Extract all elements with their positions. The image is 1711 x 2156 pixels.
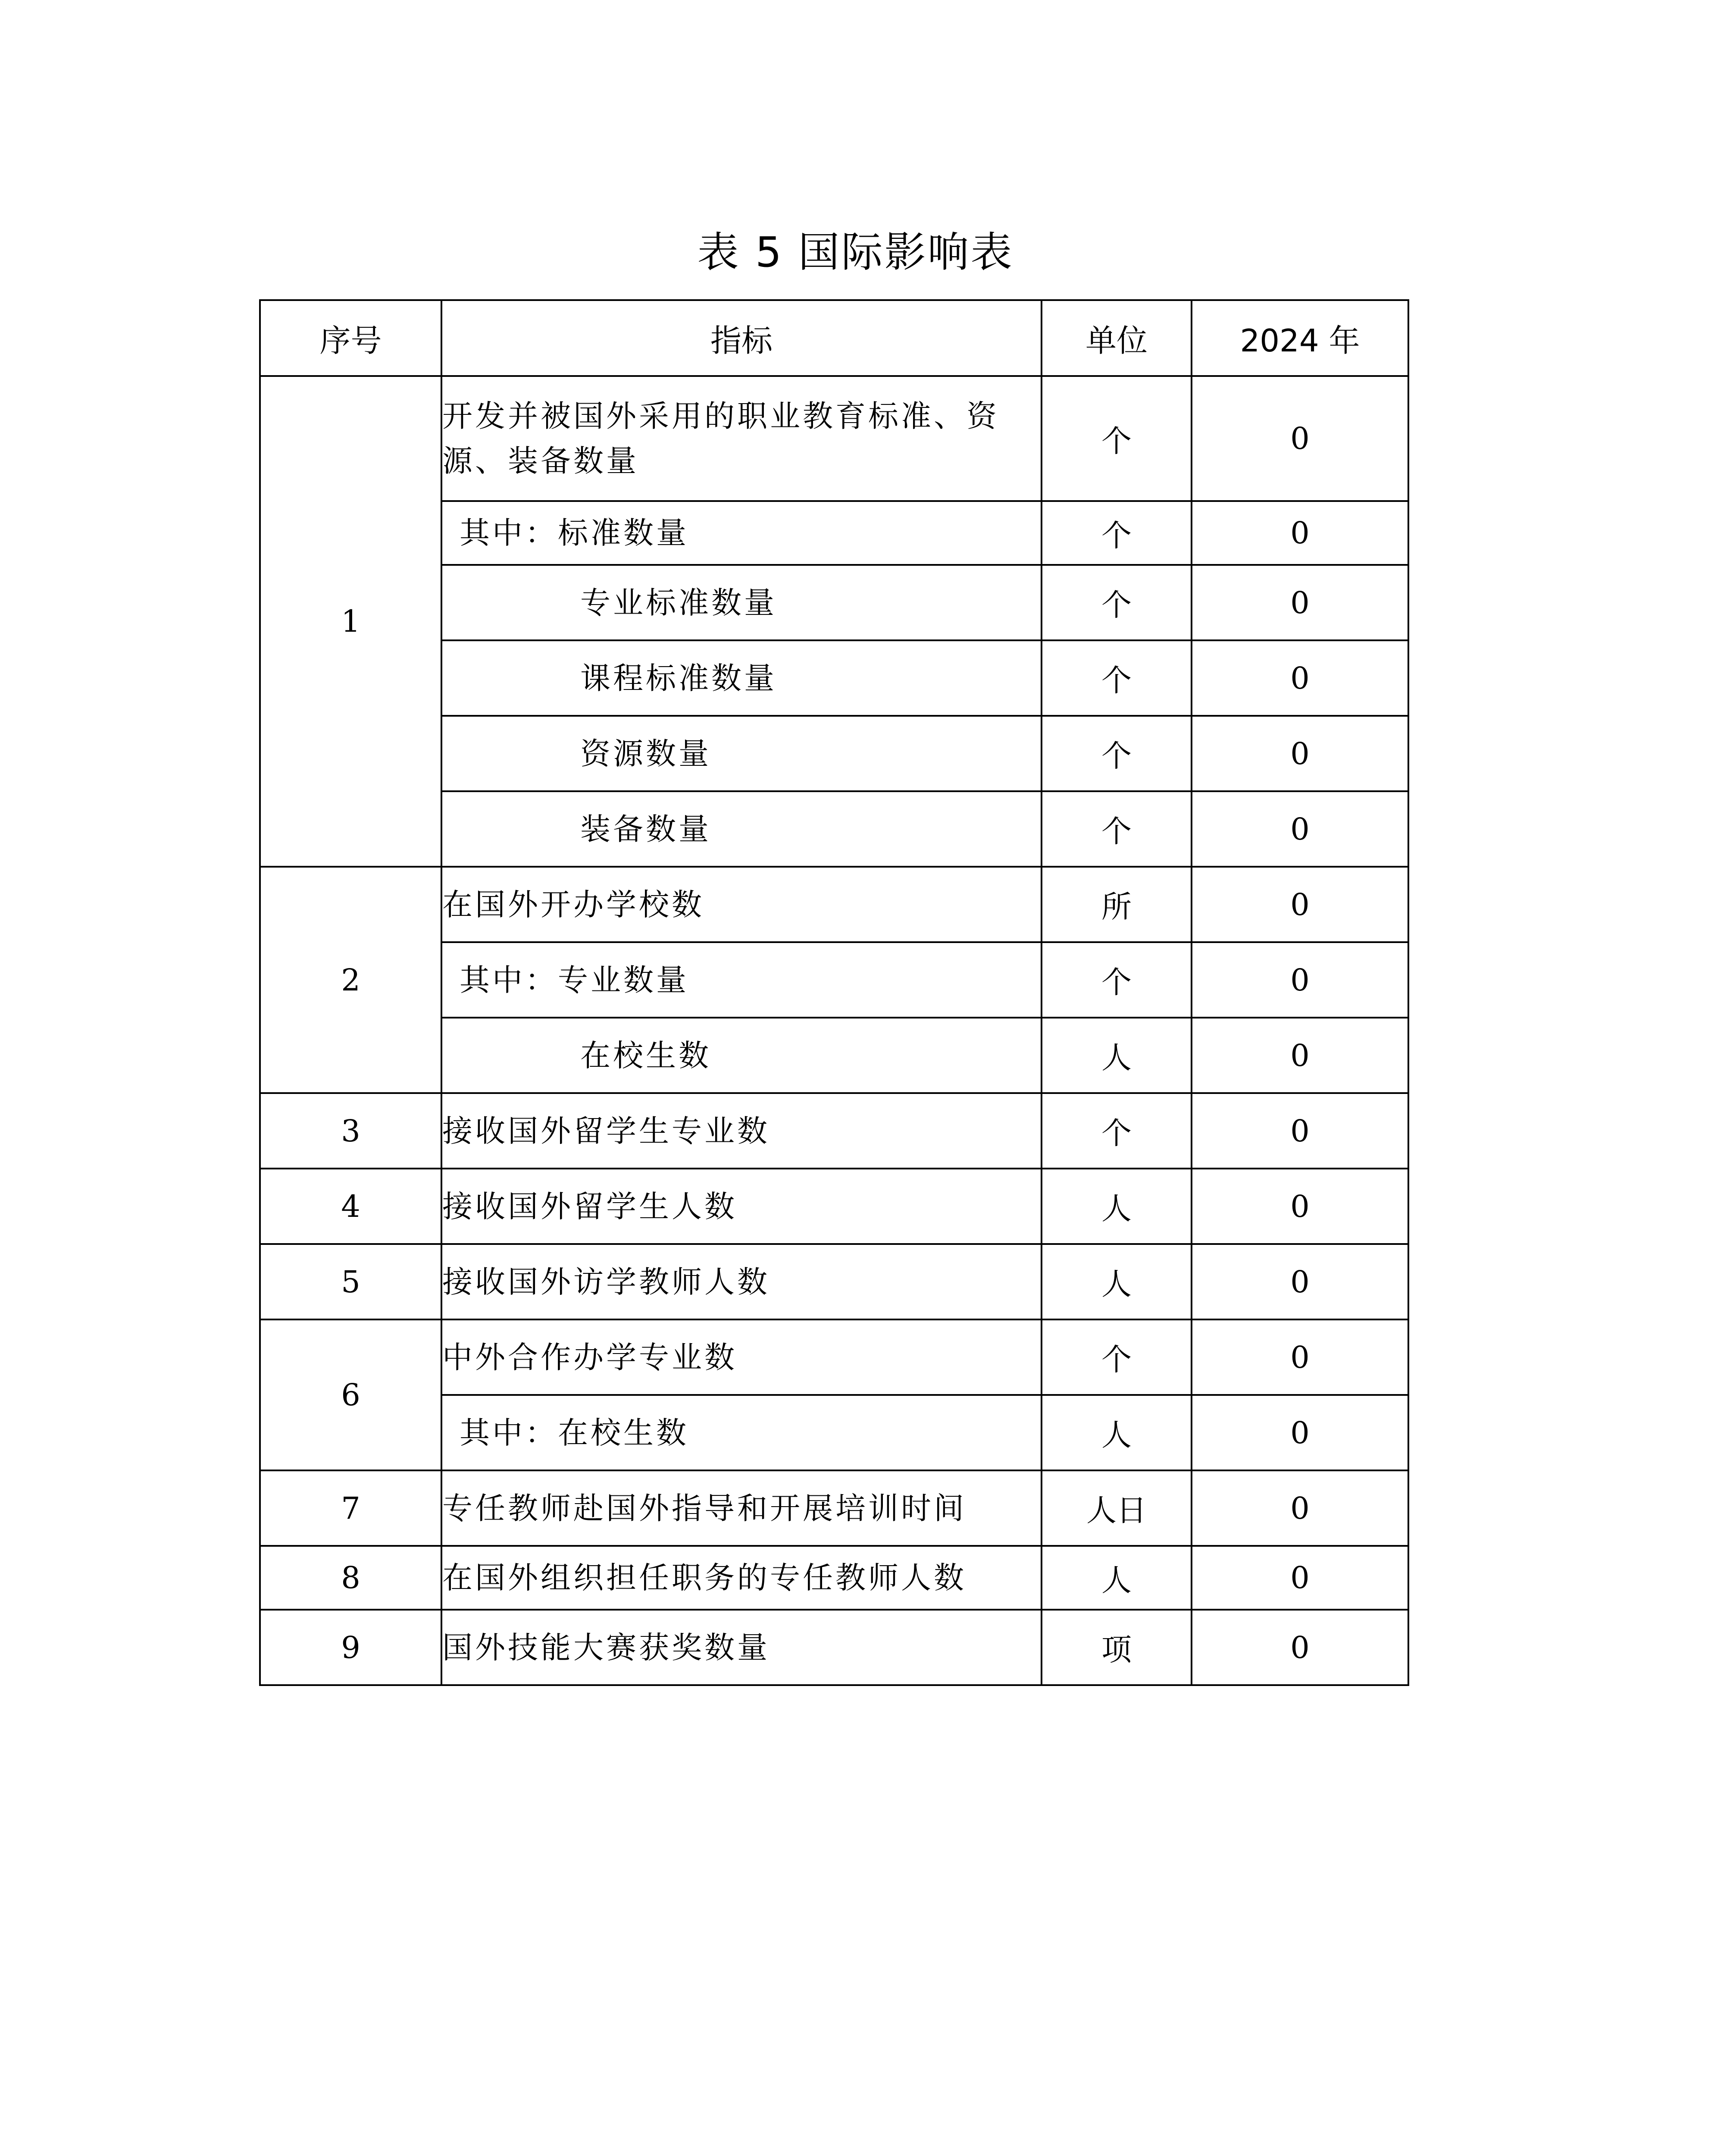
value-cell: 0 [1192,1546,1408,1610]
unit-cell: 个 [1042,565,1192,640]
table-header-row [260,300,1408,376]
value-cell: 0 [1192,1395,1408,1470]
indicator-cell: 在校生数 [441,1018,1042,1093]
indicator-cell: 其中：专业数量 [441,942,1042,1018]
value-cell: 0 [1192,640,1408,716]
unit-cell: 人 [1042,1546,1192,1610]
seq-cell: 6 [260,1319,441,1470]
unit-cell: 个 [1042,376,1192,501]
indicator-cell: 其中：在校生数 [441,1395,1042,1470]
international-impact-table [259,299,1409,1686]
indicator-cell: 在国外组织担任职务的专任教师人数 [441,1546,1042,1610]
table-row [260,1244,1408,1319]
unit-cell: 个 [1042,640,1192,716]
indicator-cell: 接收国外访学教师人数 [441,1244,1042,1319]
seq-cell: 5 [260,1244,441,1319]
indicator-cell: 接收国外留学生人数 [441,1169,1042,1244]
indicator-cell: 专任教师赴国外指导和开展培训时间 [441,1470,1042,1546]
indicator-cell: 其中：标准数量 [441,501,1042,565]
indicator-cell: 专业标准数量 [441,565,1042,640]
value-cell: 0 [1192,565,1408,640]
unit-cell: 个 [1042,1093,1192,1169]
header-unit: 单位 [1042,300,1192,376]
unit-cell: 个 [1042,716,1192,791]
value-cell: 0 [1192,1018,1408,1093]
value-cell: 0 [1192,501,1408,565]
table-row [260,1169,1408,1244]
indicator-cell: 国外技能大赛获奖数量 [441,1610,1042,1685]
seq-cell: 8 [260,1546,441,1610]
unit-cell: 所 [1042,867,1192,942]
table-row [260,1093,1408,1169]
table-row [260,1546,1408,1610]
unit-cell: 人 [1042,1018,1192,1093]
value-cell: 0 [1192,716,1408,791]
unit-cell: 人 [1042,1244,1192,1319]
value-cell: 0 [1192,1244,1408,1319]
value-cell: 0 [1192,1093,1408,1169]
indicator-cell: 在国外开办学校数 [441,867,1042,942]
indicator-cell: 课程标准数量 [441,640,1042,716]
header-year: 2024 年 [1192,300,1408,376]
indicator-cell: 接收国外留学生专业数 [441,1093,1042,1169]
unit-cell: 个 [1042,501,1192,565]
indicator-cell: 资源数量 [441,716,1042,791]
table-row [260,1319,1408,1395]
value-cell: 0 [1192,867,1408,942]
unit-cell: 人日 [1042,1470,1192,1546]
table-title: 表 5 国际影响表 [697,228,1014,276]
unit-cell: 项 [1042,1610,1192,1685]
seq-cell: 7 [260,1470,441,1546]
unit-cell: 个 [1042,942,1192,1018]
value-cell: 0 [1192,1169,1408,1244]
seq-cell: 2 [260,867,441,1093]
value-cell: 0 [1192,791,1408,867]
value-cell: 0 [1192,1470,1408,1546]
value-cell: 0 [1192,1610,1408,1685]
unit-cell: 人 [1042,1169,1192,1244]
value-cell: 0 [1192,376,1408,501]
value-cell: 0 [1192,1319,1408,1395]
indicator-cell: 中外合作办学专业数 [441,1319,1042,1395]
table-row [260,867,1408,942]
table-row [260,376,1408,501]
unit-cell: 个 [1042,791,1192,867]
seq-cell: 9 [260,1610,441,1685]
table-row [260,1470,1408,1546]
seq-cell: 1 [260,376,441,867]
seq-cell: 3 [260,1093,441,1169]
indicator-cell: 开发并被国外采用的职业教育标准、资源、装备数量 [441,376,1042,501]
table-row [260,1610,1408,1685]
unit-cell: 个 [1042,1319,1192,1395]
indicator-cell: 装备数量 [441,791,1042,867]
unit-cell: 人 [1042,1395,1192,1470]
value-cell: 0 [1192,942,1408,1018]
header-indicator: 指标 [441,300,1042,376]
seq-cell: 4 [260,1169,441,1244]
header-seq: 序号 [260,300,441,376]
